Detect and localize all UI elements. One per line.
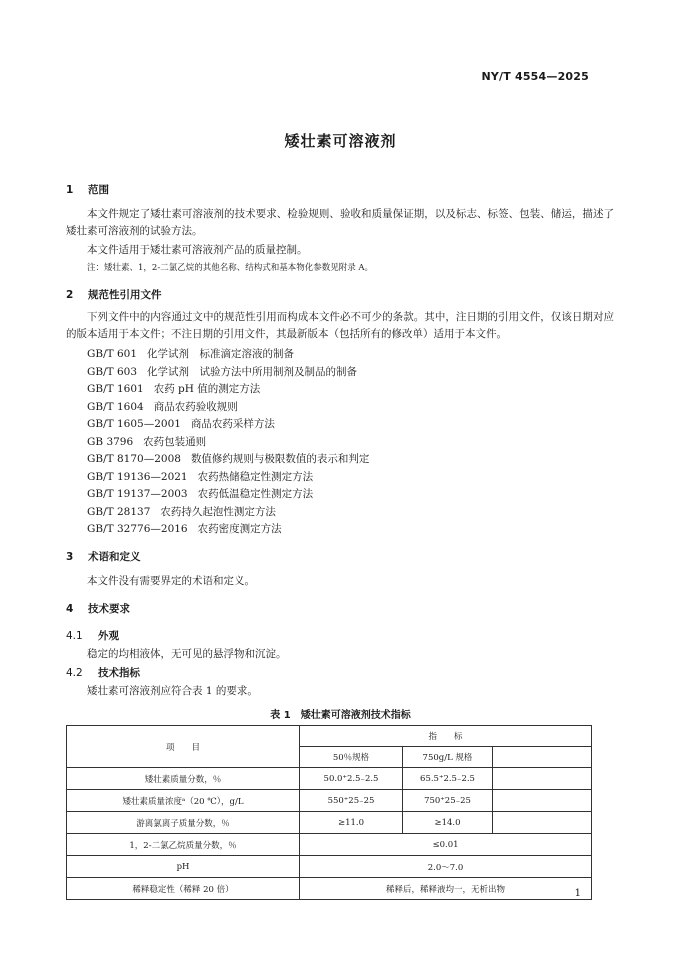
subsection-4-2-text: 矮壮素可溶液剂应符合表 1 的要求。: [87, 685, 258, 697]
table-row: [67, 856, 592, 878]
table-row: [67, 834, 592, 856]
row-item: 1，2-二氯乙烷质量分数，％: [67, 834, 300, 856]
section-1-note: 注：矮壮素、1，2-二氯乙烷的其他名称、结构式和基本物化参数见附录 A。: [87, 263, 374, 273]
section-1-paragraph-1: 本文件规定了矮壮素可溶液剂的技术要求、检验规则、验收和质量保证期，以及标志、标签、包装、储运，描述了矮壮素可溶液剂的试验方法。: [66, 208, 614, 237]
section-number: 3: [66, 551, 74, 563]
row-value-a: 50.0⁺2.5₋2.5: [300, 768, 403, 790]
header-item: 项 目: [67, 726, 300, 768]
subsection-4-1-heading: [66, 628, 119, 643]
page-number: 1: [574, 888, 581, 899]
subsection-number: 4.1: [66, 630, 83, 642]
section-title: 范围: [88, 184, 109, 196]
table-row: [67, 878, 592, 900]
section-number: 1: [66, 184, 74, 196]
reference-item: GB/T 1601 农药 pH 值的测定方法: [87, 383, 261, 395]
row-value-merged: 稀释后，稀释液均一，无析出物: [300, 878, 592, 900]
spec-table: [66, 725, 592, 900]
row-value-b: 65.5⁺2.5₋2.5: [403, 768, 493, 790]
row-value-a: 550⁺25₋25: [300, 790, 403, 812]
empty-cell: [493, 790, 592, 812]
table-header-row: [67, 726, 592, 747]
subsection-title: 技术指标: [98, 667, 140, 679]
row-value-b: ≥14.0: [403, 812, 493, 834]
section-3-paragraph: 本文件没有需要界定的术语和定义。: [87, 575, 255, 587]
table-row: [67, 768, 592, 790]
header-index: 指 标: [300, 726, 592, 747]
reference-item: GB/T 8170—2008 数值修约规则与极限数值的表示和判定: [87, 453, 370, 465]
section-2-heading: [66, 287, 162, 302]
subsection-4-2-heading: [66, 665, 140, 680]
row-item: 矮壮素质量分数，％: [67, 768, 300, 790]
row-item: 游离氯离子质量分数，％: [67, 812, 300, 834]
reference-item: GB/T 603 化学试剂 试验方法中所用制剂及制品的制备: [87, 366, 358, 378]
header-spec-b: 750g/L 规格: [403, 747, 493, 768]
section-3-heading: [66, 549, 141, 564]
row-value-a: ≥11.0: [300, 812, 403, 834]
document-title: 矮壮素可溶液剂: [284, 132, 397, 150]
reference-item: GB/T 601 化学试剂 标准滴定溶液的制备: [87, 348, 295, 360]
reference-item: GB/T 32776—2016 农药密度测定方法: [87, 523, 282, 535]
section-title: 技术要求: [88, 603, 130, 615]
section-1-paragraph-2: 本文件适用于矮壮素可溶液剂产品的质量控制。: [87, 244, 308, 256]
subsection-4-1-text: 稳定的均相液体，无可见的悬浮物和沉淀。: [87, 648, 287, 660]
section-number: 2: [66, 289, 74, 301]
section-2-paragraph-1: 下列文件中的内容通过文中的规范性引用而构成本文件必不可少的条款。其中，注日期的引用文件，仅该日期对应的版本适用于本文件；不注日期的引用文件，其最新版本（包括所有的修改单）适用于本文件。: [66, 311, 614, 340]
section-1-heading: [66, 182, 109, 197]
section-4-heading: [66, 601, 130, 616]
table-row: [67, 790, 592, 812]
section-title: 规范性引用文件: [88, 289, 162, 301]
reference-item: GB/T 19136—2021 农药热储稳定性测定方法: [87, 471, 314, 483]
header-spec-a: 50％规格: [300, 747, 403, 768]
row-item: pH: [67, 856, 300, 878]
reference-item: GB/T 19137—2003 农药低温稳定性测定方法: [87, 488, 314, 500]
reference-item: GB 3796 农药包装通则: [87, 436, 207, 448]
table-row: [67, 812, 592, 834]
reference-item: GB/T 1605—2001 商品农药采样方法: [87, 418, 275, 430]
table-caption: 表 1 矮壮素可溶液剂技术指标: [270, 710, 411, 721]
row-value-b: 750⁺25₋25: [403, 790, 493, 812]
subsection-number: 4.2: [66, 667, 83, 679]
row-item: 稀释稳定性（稀释 20 倍）: [67, 878, 300, 900]
empty-cell: [493, 812, 592, 834]
row-value-merged: ≤0.01: [300, 834, 592, 856]
row-item: 矮壮素质量浓度ᵃ（20 ℃），g/L: [67, 790, 300, 812]
reference-item: GB/T 28137 农药持久起泡性测定方法: [87, 506, 276, 518]
row-value-merged: 2.0～7.0: [300, 856, 592, 878]
section-number: 4: [66, 603, 74, 615]
reference-item: GB/T 1604 商品农药验收规则: [87, 401, 238, 413]
standard-number: NY/T 4554—2025: [481, 70, 589, 83]
subsection-title: 外观: [98, 630, 119, 642]
empty-cell: [493, 768, 592, 790]
empty-cell: [493, 747, 592, 768]
section-title: 术语和定义: [88, 551, 141, 563]
